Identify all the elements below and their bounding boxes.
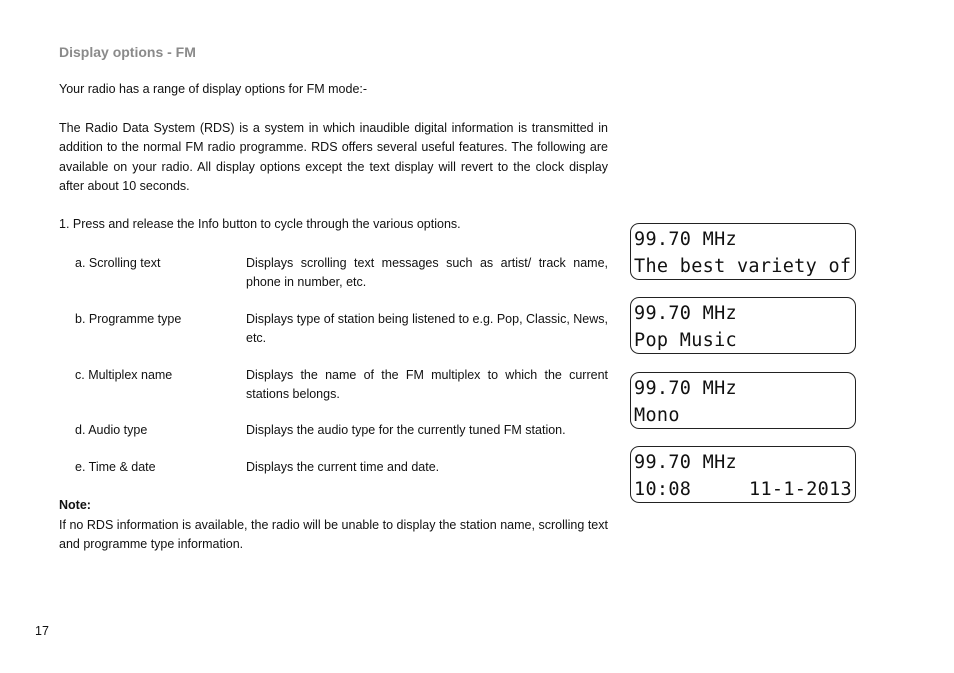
option-desc-scrolling-text: Displays scrolling text messages such as artist/ track name, phone in number, etc. (246, 256, 608, 289)
option-desc-time-date: Displays the current time and date. (246, 460, 440, 474)
lcd-text-line: The best variety of (634, 256, 852, 277)
lcd-frequency: 99.70 MHz (634, 452, 737, 473)
lcd-text-line: Pop Music (634, 330, 737, 351)
option-label-multiplex-name: c. Multiplex name (75, 368, 173, 382)
lcd-date: 11-1-2013 (749, 479, 852, 500)
step-one: 1. Press and release the Info button to cycle through the various options. (59, 217, 461, 231)
option-label-audio-type: d. Audio type (75, 423, 148, 437)
lcd-frequency: 99.70 MHz (634, 303, 737, 324)
option-desc-audio-type: Displays the audio type for the currently tuned FM station. (246, 423, 566, 437)
option-label-scrolling-text: a. Scrolling text (75, 256, 161, 270)
option-label-time-date: e. Time & date (75, 460, 156, 474)
option-desc-programme-type: Displays type of station being listened to e.g. Pop, Classic, News, etc. (246, 312, 608, 345)
lcd-text-line: Mono (634, 405, 680, 426)
note-title: Note: (59, 498, 91, 512)
intro-text: Your radio has a range of display options for FM mode:- (59, 82, 368, 96)
page-number: 17 (35, 624, 49, 638)
lcd-display-time-date (630, 446, 856, 503)
lcd-frequency: 99.70 MHz (634, 378, 737, 399)
section-heading: Display options - FM (59, 44, 196, 60)
lcd-time: 10:08 (634, 479, 692, 500)
option-desc-multiplex-name: Displays the name of the FM multiplex to which the current stations belongs. (246, 368, 608, 401)
option-label-programme-type: b. Programme type (75, 312, 182, 326)
lcd-display-scrolling-text (630, 223, 856, 280)
lcd-display-programme-type (630, 297, 856, 354)
note-text: If no RDS information is available, the radio will be unable to display the station name, scrolling text and programme type information. (59, 518, 608, 552)
rds-paragraph: The Radio Data System (RDS) is a system in which inaudible digital information is transmitted in addition to the normal FM radio programme. RDS offers several useful features. The following are available on your radio. All display options except the text display will revert to the clock display after about 10 seconds. (59, 121, 608, 193)
lcd-frequency: 99.70 MHz (634, 229, 737, 250)
lcd-display-audio-type (630, 372, 856, 429)
